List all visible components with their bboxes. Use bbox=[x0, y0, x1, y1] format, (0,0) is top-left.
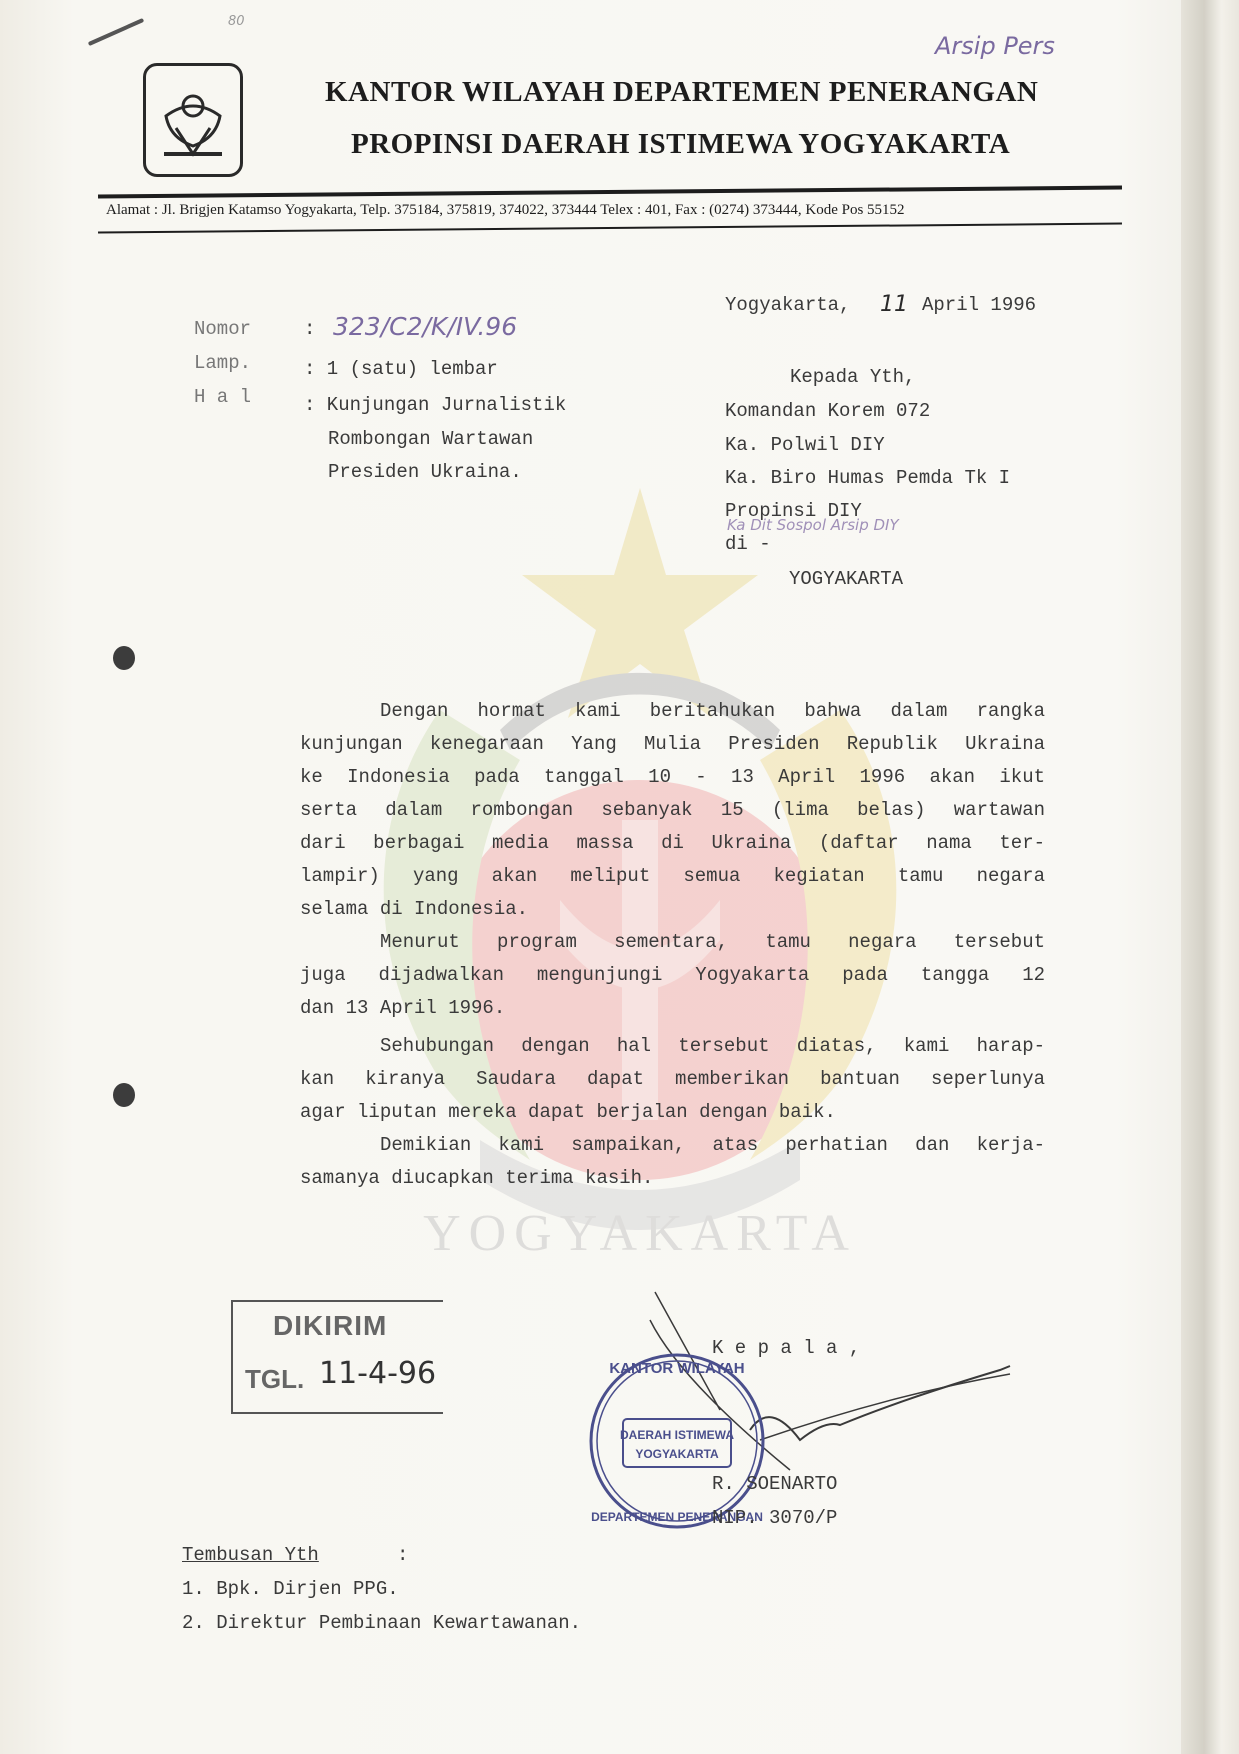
svg-text:KANTOR WILAYAH: KANTOR WILAYAH bbox=[609, 1360, 745, 1377]
hal-line-2: Rombongan Wartawan bbox=[328, 428, 534, 450]
corner-note: Arsip Pers bbox=[935, 32, 1055, 60]
margin-note: 80 bbox=[228, 14, 245, 29]
body-line: agar liputan mereka dapat berjalan dengan baik. bbox=[300, 1101, 836, 1123]
body-line: Demikian kami sampaikan, atas perhatian dan kerja- bbox=[380, 1134, 1045, 1156]
body-line: dan 13 April 1996. bbox=[300, 997, 506, 1019]
recipient-city: YOGYAKARTA bbox=[789, 568, 904, 590]
garuda-emblem-icon bbox=[146, 66, 240, 174]
recipient-line-4: Propinsi DIY bbox=[725, 500, 862, 522]
recipient-line-2: Ka. Polwil DIY bbox=[725, 434, 885, 456]
body-line: juga dijadwalkan mengunjungi Yogyakarta pada tangga 12 bbox=[300, 964, 1045, 986]
tembusan-colon: : bbox=[397, 1544, 409, 1566]
tembusan-item-2: 2. Direktur Pembinaan Kewartawanan. bbox=[182, 1612, 582, 1634]
letterhead-title-line2: PROPINSI DAERAH ISTIMEWA YOGYAKARTA bbox=[351, 128, 1011, 160]
nomor-label: Nomor bbox=[194, 318, 252, 340]
recipient-line-3: Ka. Biro Humas Pemda Tk I bbox=[725, 467, 1011, 489]
hal-line-1: : Kunjungan Jurnalistik bbox=[304, 394, 567, 416]
letterhead-address: Alamat : Jl. Brigjen Katamso Yogyakarta, Telp. 375184, 375819, 374022, 373444 Telex : 401, Fax : (0274) 373444, Kode Pos 55152 bbox=[106, 202, 905, 218]
svg-text:DEPARTEMEN PENERANGAN: DEPARTEMEN PENERANGAN bbox=[591, 1510, 763, 1524]
signature-position: K e p a l a , bbox=[712, 1337, 861, 1359]
punch-hole-top bbox=[113, 646, 135, 670]
body-line: dari berbagai media massa di Ukraina (daftar nama ter- bbox=[300, 832, 1045, 854]
hal-label: H a l bbox=[194, 386, 252, 408]
date-rest: April 1996 bbox=[922, 294, 1037, 316]
body-line: Menurut program sementara, tamu negara tersebut bbox=[380, 931, 1045, 953]
sent-stamp-title: DIKIRIM bbox=[273, 1310, 388, 1341]
tembusan-item-1: 1. Bpk. Dirjen PPG. bbox=[182, 1578, 399, 1600]
letterhead-logo bbox=[143, 63, 243, 177]
lamp-label: Lamp. bbox=[194, 352, 252, 374]
body-line: samanya diucapkan terima kasih. bbox=[300, 1167, 654, 1189]
date-day: 11 bbox=[880, 292, 908, 317]
recipient-line-1: Komandan Korem 072 bbox=[725, 400, 931, 422]
sent-stamp bbox=[231, 1300, 443, 1414]
letterhead-title-line1: KANTOR WILAYAH DEPARTEMEN PENERANGAN bbox=[325, 76, 1039, 108]
body-line: kunjungan kenegaraan Yang Mulia Presiden Republik Ukraina bbox=[300, 733, 1045, 755]
recipient-di: di - bbox=[725, 533, 771, 555]
signatory-nip: NIP. 3070/P bbox=[712, 1507, 838, 1529]
body-line: Sehubungan dengan hal tersebut diatas, kami harap- bbox=[380, 1035, 1045, 1057]
body-line: serta dalam rombongan sebanyak 15 (lima belas) wartawan bbox=[300, 799, 1045, 821]
sent-stamp-date-value: 11-4-96 bbox=[319, 1356, 437, 1391]
tembusan-label: Tembusan Yth bbox=[182, 1544, 319, 1566]
nomor-value: 323/C2/K/IV.96 bbox=[333, 312, 518, 341]
body-line: ke Indonesia pada tanggal 10 - 13 April 1996 akan ikut bbox=[300, 766, 1045, 788]
body-line: Dengan hormat kami beritahukan bahwa dalam rangka bbox=[380, 700, 1045, 722]
page-edge-shadow bbox=[1181, 0, 1239, 1754]
body-line: kan kiranya Saudara dapat memberikan bantuan seperlunya bbox=[300, 1068, 1045, 1090]
place-date-prefix: Yogyakarta, bbox=[725, 294, 851, 316]
recipient-handwritten: Ka Dit Sospol Arsip DIY bbox=[727, 516, 899, 534]
svg-text:DAERAH ISTIMEWA: DAERAH ISTIMEWA bbox=[620, 1428, 734, 1442]
sent-stamp-date-label: TGL. bbox=[245, 1364, 305, 1394]
hal-line-3: Presiden Ukraina. bbox=[328, 461, 522, 483]
punch-hole-bottom bbox=[113, 1083, 135, 1107]
recipient-salutation: Kepada Yth, bbox=[790, 366, 916, 388]
signatory-name: R. SOENARTO bbox=[712, 1473, 838, 1495]
body-line: selama di Indonesia. bbox=[300, 898, 529, 920]
body-line: lampir) yang akan meliput semua kegiatan tamu negara bbox=[300, 865, 1045, 887]
official-seal bbox=[587, 1351, 767, 1531]
watermark-text: YOGYAKARTA bbox=[423, 1205, 857, 1262]
svg-text:YOGYAKARTA: YOGYAKARTA bbox=[635, 1447, 719, 1461]
official-seal-icon bbox=[587, 1351, 767, 1531]
lamp-value: : 1 (satu) lembar bbox=[304, 358, 498, 380]
nomor-colon: : bbox=[304, 318, 316, 340]
